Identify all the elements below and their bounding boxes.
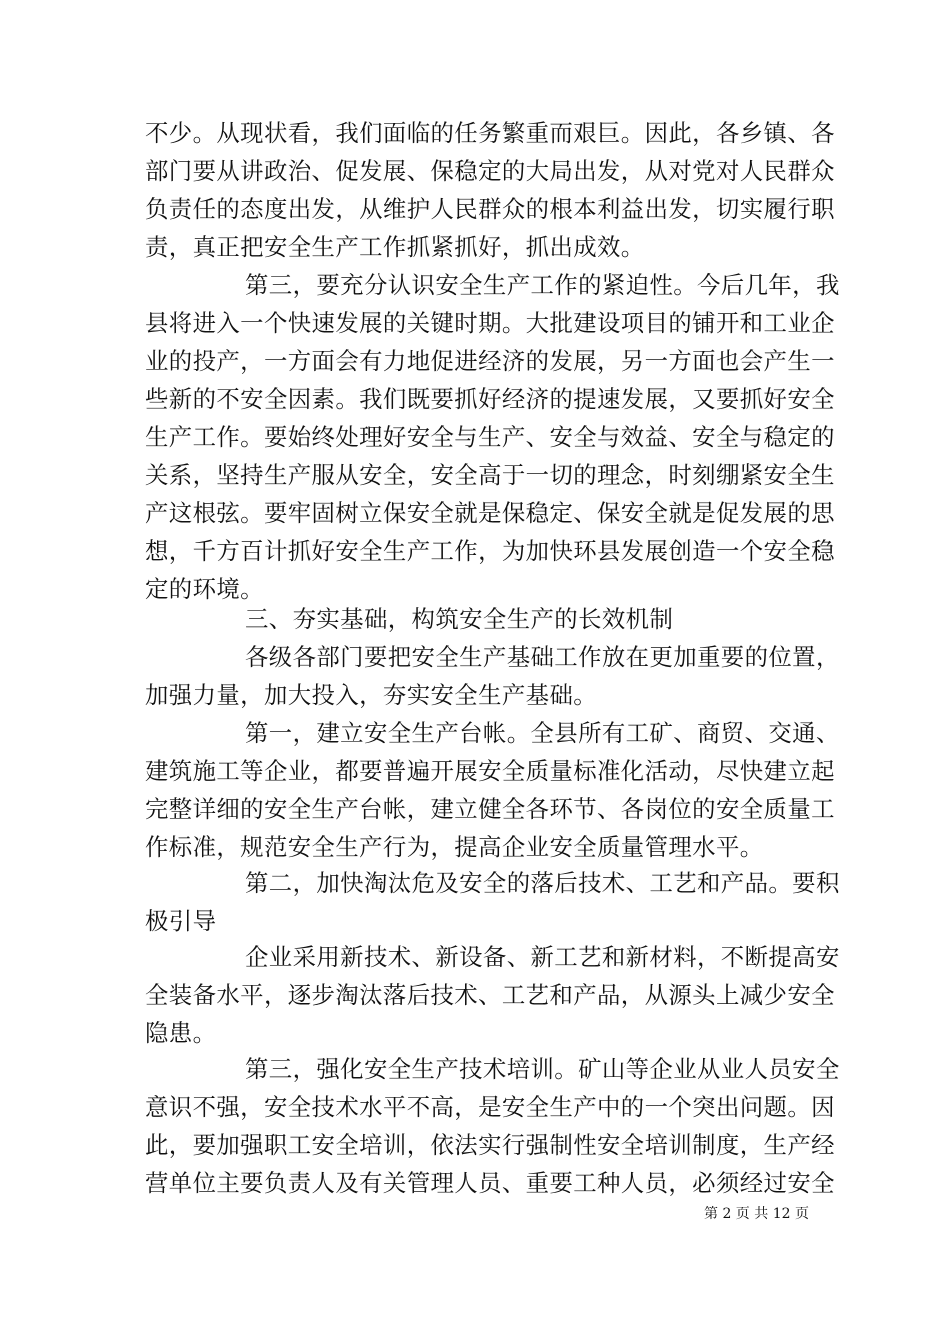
text-line: 营单位主要负责人及有关管理人员、重要工种人员，必须经过安全 <box>145 1169 835 1197</box>
section-heading: 三、夯实基础，构筑安全生产的长效机制 <box>245 605 674 633</box>
text-line: 极引导 <box>145 907 217 935</box>
text-line: 隐患。 <box>145 1019 217 1047</box>
text-line: 全装备水平，逐步淘汰落后技术、工艺和产品，从源头上减少安全 <box>145 981 835 1009</box>
text-line: 些新的不安全因素。我们既要抓好经济的提速发展，又要抓好安全 <box>145 385 835 413</box>
text-line: 加强力量，加大投入，夯实安全生产基础。 <box>145 681 598 709</box>
text-line: 定的环境。 <box>145 575 264 603</box>
paragraph-start: 企业采用新技术、新设备、新工艺和新材料，不断提高安 <box>245 943 840 971</box>
text-line: 县将进入一个快速发展的关键时期。大批建设项目的铺开和工业企 <box>145 309 835 337</box>
paragraph-start: 第一，建立安全生产台帐。全县所有工矿、商贸、交通、 <box>245 719 840 747</box>
text-line: 关系，坚持生产服从安全，安全高于一切的理念，时刻绷紧安全生 <box>145 461 835 489</box>
text-line: 不少。从现状看，我们面临的任务繁重而艰巨。因此，各乡镇、各 <box>145 119 835 147</box>
text-line: 责，真正把安全生产工作抓紧抓好，抓出成效。 <box>145 233 645 261</box>
paragraph-start: 第二，加快淘汰危及安全的落后技术、工艺和产品。要积 <box>245 869 840 897</box>
text-line: 意识不强，安全技术水平不高，是安全生产中的一个突出问题。因 <box>145 1093 835 1121</box>
text-line: 负责任的态度出发，从维护人民群众的根本利益出发，切实履行职 <box>145 195 835 223</box>
text-line: 想，千方百计抓好安全生产工作，为加快环县发展创造一个安全稳 <box>145 537 835 565</box>
text-line: 产这根弦。要牢固树立保安全就是保稳定、保安全就是促发展的思 <box>145 499 835 527</box>
text-line: 建筑施工等企业，都要普遍开展安全质量标准化活动，尽快建立起 <box>145 757 835 785</box>
text-line: 完整详细的安全生产台帐，建立健全各环节、各岗位的安全质量工 <box>145 795 835 823</box>
text-line: 此，要加强职工安全培训，依法实行强制性安全培训制度，生产经 <box>145 1131 835 1159</box>
paragraph-start: 第三，强化安全生产技术培训。矿山等企业从业人员安全 <box>245 1055 840 1083</box>
text-line: 业的投产，一方面会有力地促进经济的发展，另一方面也会产生一 <box>145 347 835 375</box>
text-line: 部门要从讲政治、促发展、保稳定的大局出发，从对党对人民群众 <box>145 157 835 185</box>
page-number: 第 2 页 共 12 页 <box>704 1206 809 1222</box>
text-line: 作标准，规范安全生产行为，提高企业安全质量管理水平。 <box>145 833 764 861</box>
paragraph-start: 各级各部门要把安全生产基础工作放在更加重要的位置， <box>245 643 840 671</box>
paragraph-start: 第三，要充分认识安全生产工作的紧迫性。今后几年，我 <box>245 271 840 299</box>
text-line: 生产工作。要始终处理好安全与生产、安全与效益、安全与稳定的 <box>145 423 835 451</box>
